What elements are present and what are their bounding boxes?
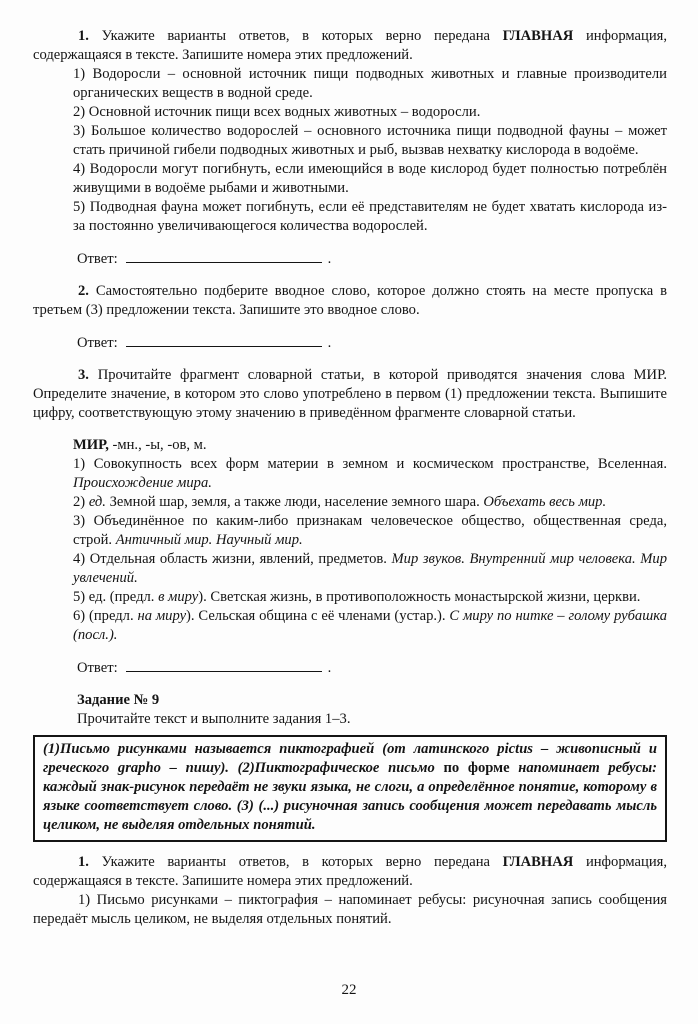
task-1-option-4: 4) Водоросли могут погибнуть, если имеющийся в воде кислород будет полностью потреблён живущими в водоёме рыбами и животными. [73, 161, 667, 196]
answer-blank-line [126, 333, 322, 347]
task-2-intro: 2. Самостоятельно подберите вводное слово, которое должно стоять на месте пропуска в третьем (3) предложении текста. Запишите это вводное слово. [33, 283, 668, 318]
dictionary-sense-3: 3) Объединённое по каким-либо признакам человеческое общество, общественная среда, строй. Античный мир. Научный мир. [73, 513, 667, 548]
dictionary-sense-4: 4) Отдельная область жизни, явлений, предметов. Мир звуков. Внутренний мир человека. Мир увлечений. [73, 551, 667, 586]
section-9-subheading: Прочитайте текст и выполните задания 1–3. [77, 711, 351, 727]
answer-blank-line [126, 658, 322, 672]
spacer [33, 423, 667, 436]
page-number: 22 [341, 982, 357, 998]
task-1-option-1: 1) Водоросли – основной источник пищи подводных животных и главные производители органических веществ в водной среде. [73, 66, 667, 101]
answer-period: . [327, 660, 332, 676]
task-1-option-3: 3) Большое количество водорослей – основного источника пищи подводной фауны – может стать причиной гибели подводных животных и рыб, вызвав нехватку кислорода в водоёме. [73, 123, 667, 158]
dictionary-sense-2: 2) ед. Земной шар, земля, а также люди, население земного шара. Объехать весь мир. [73, 494, 607, 510]
section-9-heading: Задание № 9 [77, 692, 160, 708]
task-3-answer-row [77, 658, 667, 678]
dictionary-sense-5: 5) ед. (предл. в миру). Светская жизнь, в противоположность монастырской жизни, церкви. [73, 589, 641, 605]
dictionary-sense-1: 1) Совокупность всех форм материи в земном и космическом пространстве, Вселенная. Происхождение мира. [73, 456, 667, 491]
dictionary-sense-6: 6) (предл. на миру). Сельская община с её членами (устар.). С миру по нитке – голому рубашка (посл.). [73, 608, 667, 643]
answer-period: . [327, 251, 332, 267]
spacer [33, 842, 667, 853]
task-3-intro: 3. Прочитайте фрагмент словарной статьи, в которой приводятся значения слова МИР. Определите значение, в котором это слово употреблено в первом (1) предложении текста. Выпишите цифру, соответствующую этому значению в приведённом фрагменте словарной статьи. [33, 367, 668, 421]
answer-label: Ответ: [77, 660, 118, 676]
answer-label: Ответ: [77, 251, 118, 267]
answer-blank-line [126, 249, 322, 263]
dictionary-headword: МИР, -мн., -ы, -ов, м. [73, 437, 207, 453]
task-1-option-2: 2) Основной источник пищи всех водных животных – водоросли. [73, 104, 481, 120]
task-1-intro: 1. Укажите варианты ответов, в которых верно передана ГЛАВНАЯ информация, содержащаяся в тексте. Запишите номера этих предложений. [33, 28, 667, 63]
task-1-bottom-option-1: 1) Письмо рисунками – пиктография – напоминает ребусы: рисуночная запись сообщения передаёт мысль целиком, не выделяя отдельных понятий. [33, 892, 667, 927]
task-1-answer-row [77, 249, 667, 269]
task-1-option-5: 5) Подводная фауна может погибнуть, если её представителям не будет хватать кислорода из-за постоянно увеличивающегося количества водорослей. [73, 199, 667, 234]
task-1-bottom-intro: 1. Укажите варианты ответов, в которых верно передана ГЛАВНАЯ информация, содержащаяся в тексте. Запишите номера этих предложений. [33, 854, 667, 889]
source-text-box: (1)Письмо рисунками называется пиктографией (от латинского pictus – живописный и греческого grapho – пишу). (2)Пиктографическое письмо по форме напоминает ребусы: каждый знак-рисунок передаёт не звуки языка, не слоги, а определённое понятие, которому в языке соответствует слово. (3) (...) рисуночная запись сообщения может передавать мысль целиком, не выделяя отдельных понятий. [33, 735, 667, 842]
task-2-answer-row [77, 333, 667, 353]
answer-label: Ответ: [77, 335, 118, 351]
answer-period: . [327, 335, 332, 351]
